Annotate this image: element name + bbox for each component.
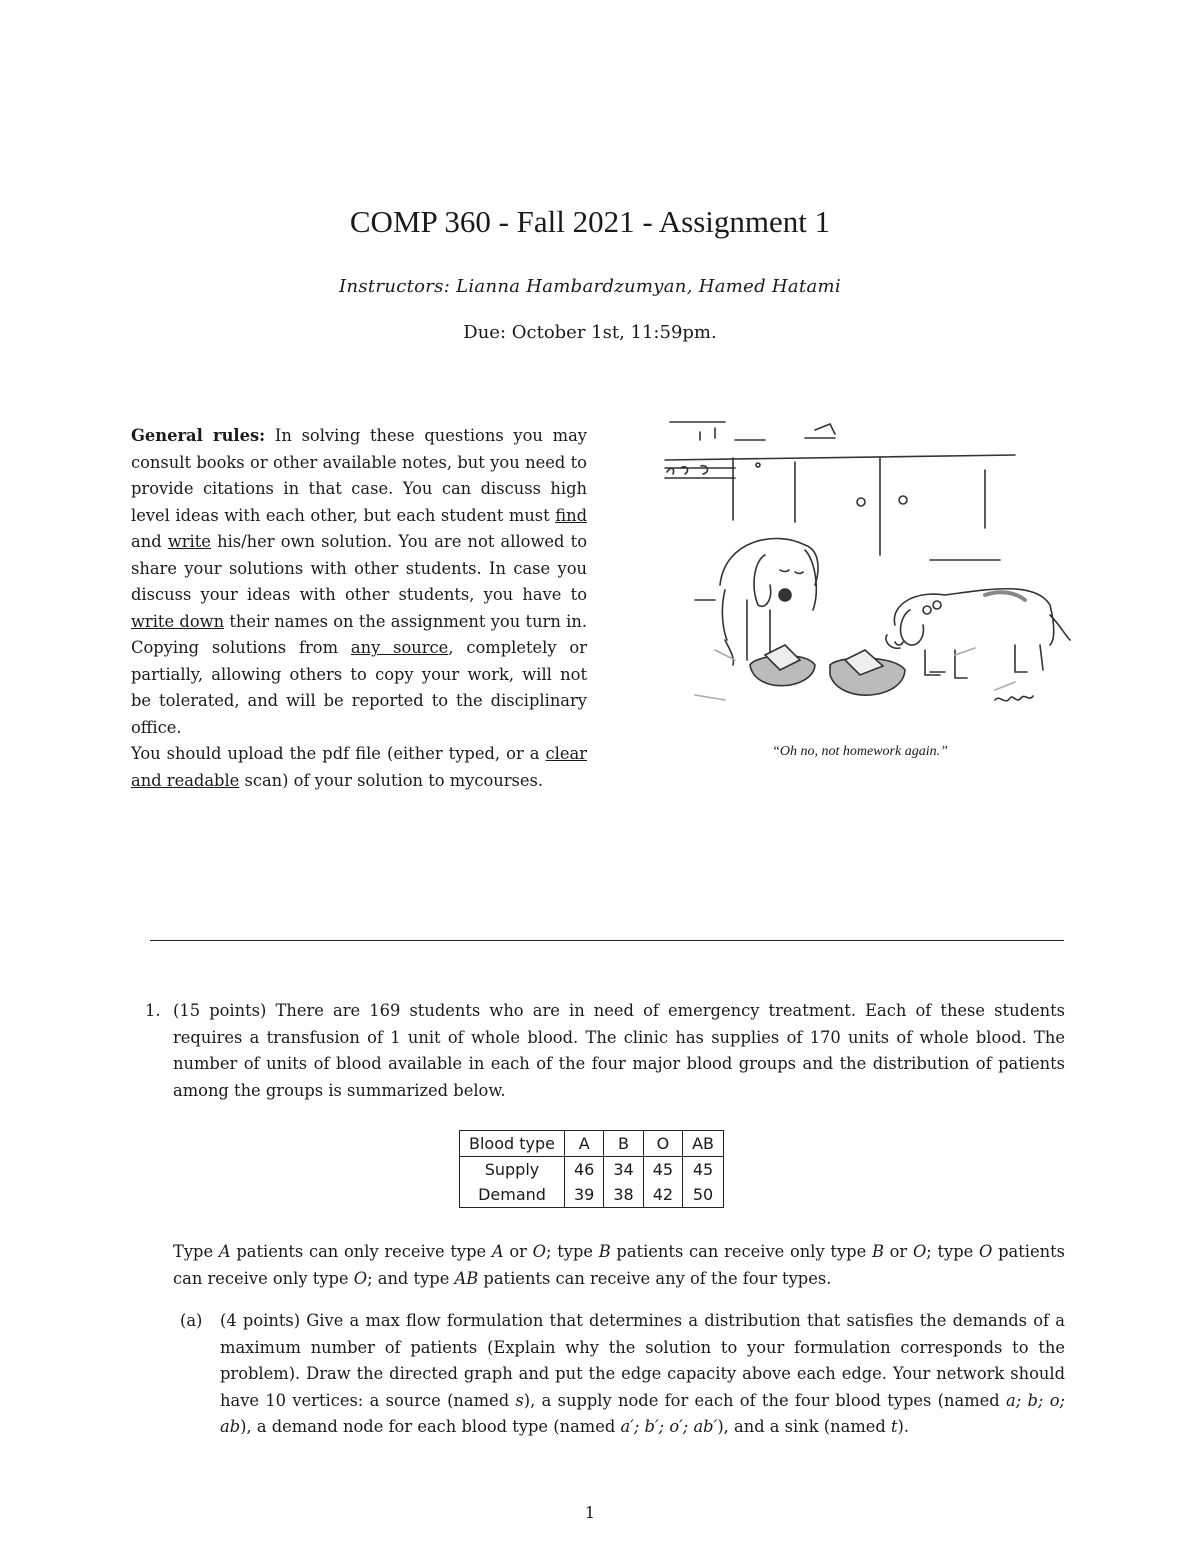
page-number: 1 (584, 1503, 596, 1522)
instructors-line: Instructors: Lianna Hambardzumyan, Hamed Hatami (339, 276, 841, 297)
table-cell: Demand (460, 1182, 565, 1208)
rules-text: scan) of your solution to mycourses. (239, 770, 544, 790)
underlined-any-source: any source (350, 638, 449, 657)
math-var: A (218, 1242, 231, 1261)
table-cell: O (643, 1131, 682, 1157)
text-span: ), and a sink (named (717, 1417, 891, 1436)
question-1-text: (15 points) There are 169 students who are in need of emergency treatment. Each of these students requires a transfusion of 1 unit of whole blood. The clinic has supplies of 170 units of whole blood. The number of units of blood available in each of the four major blood groups and the distribution of patients among the groups is summarized below. (173, 1001, 1065, 1100)
general-rules (131, 423, 587, 794)
table-cell: A (564, 1131, 603, 1157)
rules-text: You should upload the pdf file (either typed, or a (131, 744, 546, 763)
text-span: ), a supply node for each of the four blood types (named (523, 1390, 1007, 1410)
math-var: B (871, 1242, 884, 1261)
underlined-find: find (555, 505, 587, 525)
text-span: patients can only receive type (230, 1242, 492, 1261)
question-1 (145, 998, 1065, 1104)
table-row (460, 1157, 724, 1183)
math-var: O (532, 1242, 546, 1261)
question-1-part-a (180, 1308, 1065, 1441)
table-cell: Blood type (460, 1131, 565, 1157)
cartoon-caption: “Oh no, not homework again.” (772, 744, 948, 759)
text-span: ; type (926, 1242, 980, 1261)
math-var: O (353, 1268, 368, 1288)
text-span: patients can receive only type (173, 1242, 1066, 1288)
text-span: ), a demand node for each blood type (named (240, 1417, 621, 1436)
rules-text: his/her own solution. You are not allowed to share your solutions with other students. In case you discuss your ideas with other students, you have to (131, 532, 587, 604)
text-span: (4 points) Give a max flow formulation that determines a distribution that satisfies the demands of a maximum number of patients (Explain why the solution to your formulation corresponds to the problem). Draw the directed graph and put the edge capacity above each edge. Your network should have 10 vertices: a source (named (220, 1311, 1065, 1410)
rules-heading: General rules: (131, 426, 266, 445)
part-a-text (220, 1308, 1065, 1441)
table-cell: 38 (604, 1182, 643, 1208)
text-span: patients can receive only type (610, 1242, 872, 1261)
blood-type-table (459, 1130, 724, 1208)
math-var: s (515, 1390, 524, 1410)
table-cell: 50 (683, 1182, 724, 1208)
question-number: 1. (145, 1001, 161, 1020)
math-var: a′; b′; o′; ab′ (620, 1417, 718, 1436)
text-span: Type (173, 1242, 219, 1261)
table-cell: Supply (460, 1157, 565, 1183)
underlined-write-down: write down (131, 611, 225, 631)
dogs-homework-cartoon (655, 410, 1075, 770)
part-label: (a) (180, 1311, 203, 1330)
math-var: a; b; o; ab (220, 1390, 1065, 1436)
rules-text: and (131, 532, 168, 551)
table-row (460, 1182, 724, 1208)
math-var: AB (454, 1268, 479, 1288)
table-cell: 42 (643, 1182, 682, 1208)
rules-text: In solving these questions you may consult books or other available notes, but you need to provide citations in that case. You can discuss high level ideas with each other, but each student must (131, 426, 587, 525)
table-cell: 45 (643, 1157, 682, 1183)
table-cell: 39 (564, 1182, 603, 1208)
table-header-row (460, 1131, 724, 1157)
text-span: or (883, 1242, 913, 1261)
text-span: or (503, 1242, 533, 1261)
section-divider (150, 940, 1064, 941)
underlined-clear-readable: clear and readable (131, 744, 587, 790)
underlined-write: write (167, 532, 211, 551)
table-cell: 46 (564, 1157, 603, 1183)
table-cell: AB (683, 1131, 724, 1157)
table-cell: 45 (683, 1157, 724, 1183)
text-span: patients can receive any of the four types. (478, 1268, 832, 1288)
math-var: A (491, 1242, 504, 1261)
math-var: O (912, 1242, 927, 1261)
page-title: COMP 360 - Fall 2021 - Assignment 1 (349, 204, 831, 239)
text-span: ; and type (367, 1268, 455, 1288)
math-var: O (979, 1242, 993, 1261)
table-cell: 34 (604, 1157, 643, 1183)
compatibility-rules (173, 1239, 1065, 1292)
math-var: B (598, 1242, 611, 1261)
due-date: Due: October 1st, 11:59pm. (463, 322, 717, 343)
text-span: ; type (546, 1242, 599, 1261)
rules-text: , completely or partially, allowing others to copy your work, will not be tolerated, and will be reported to the disciplinary office. (131, 638, 587, 737)
rules-text: their names on the assignment you turn in. Copying solutions from (131, 611, 587, 657)
math-var: t (891, 1417, 898, 1436)
text-span: ). (897, 1417, 910, 1436)
table-cell: B (604, 1131, 643, 1157)
